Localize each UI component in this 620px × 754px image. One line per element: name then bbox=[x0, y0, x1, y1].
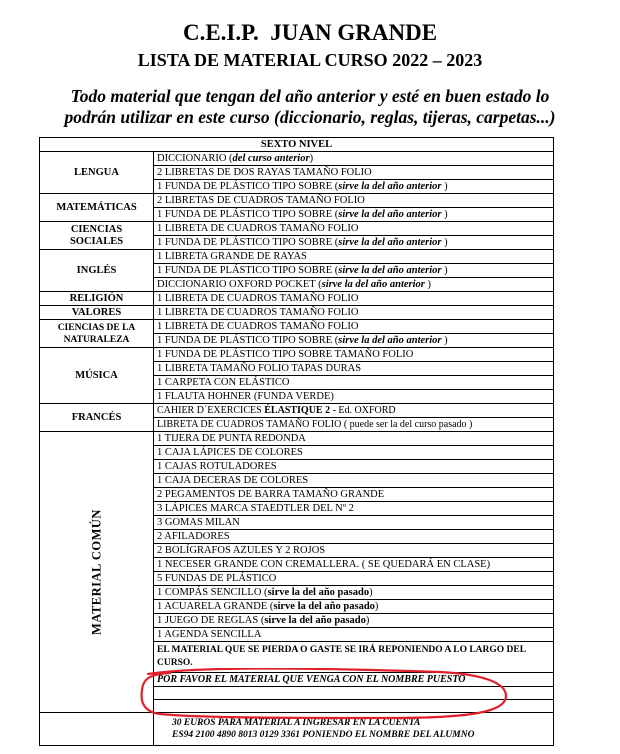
list-item: 1 LIBRETA GRANDE DE RAYAS bbox=[154, 250, 554, 264]
level-heading: SEXTO NIVEL bbox=[40, 138, 554, 152]
subject-material-comun: MATERIAL COMÚN bbox=[40, 432, 154, 713]
table-row bbox=[40, 320, 554, 334]
list-item: 1 JUEGO DE REGLAS (sirve la del año pasado) bbox=[154, 614, 554, 628]
material-table bbox=[39, 137, 554, 746]
list-item: 1 ACUARELA GRANDE (sirve la del año pasado) bbox=[154, 600, 554, 614]
subject-lengua: LENGUA bbox=[40, 152, 154, 194]
intro-line-1: Todo material que tengan del año anterior y esté en buen estado lo bbox=[70, 86, 550, 106]
list-item: 1 FUNDA DE PLÁSTICO TIPO SOBRE (sirve la del año anterior ) bbox=[154, 334, 554, 348]
note-name-on-material: POR FAVOR EL MATERIAL QUE VENGA CON EL NOMBRE PUESTO bbox=[154, 673, 554, 687]
intro-text bbox=[20, 86, 600, 128]
table-row bbox=[40, 152, 554, 166]
table-row bbox=[40, 432, 554, 446]
list-item: DICCIONARIO (del curso anterior) bbox=[154, 152, 554, 166]
table-row bbox=[40, 306, 554, 320]
table-row bbox=[40, 138, 554, 152]
subject-ingles: INGLÉS bbox=[40, 250, 154, 292]
list-item: 1 LIBRETA DE CUADROS TAMAÑO FOLIO bbox=[154, 306, 554, 320]
list-item: 3 LÁPICES MARCA STAEDTLER DEL Nº 2 bbox=[154, 502, 554, 516]
empty-cell bbox=[40, 713, 154, 746]
subject-matematicas: MATEMÁTICAS bbox=[40, 194, 154, 222]
list-item: 1 AGENDA SENCILLA bbox=[154, 628, 554, 642]
list-item: 1 CAJAS ROTULADORES bbox=[154, 460, 554, 474]
list-item: 1 CAJA DECERAS DE COLORES bbox=[154, 474, 554, 488]
intro-line-2: podrán utilizar en este curso (diccionario, reglas, tijeras, carpetas...) bbox=[64, 107, 556, 127]
list-item: 1 CAJA LÁPICES DE COLORES bbox=[154, 446, 554, 460]
list-item: DICCIONARIO OXFORD POCKET (sirve la del año anterior ) bbox=[154, 278, 554, 292]
empty-cell bbox=[154, 687, 554, 700]
subject-religion: RELIGIÓN bbox=[40, 292, 154, 306]
list-item: 2 LIBRETAS DE DOS RAYAS TAMAÑO FOLIO bbox=[154, 166, 554, 180]
list-item: 1 LIBRETA DE CUADROS TAMAÑO FOLIO bbox=[154, 320, 554, 334]
list-item: 1 FUNDA DE PLÁSTICO TIPO SOBRE (sirve la del año anterior ) bbox=[154, 208, 554, 222]
payment-line-2: ES94 2100 4890 8013 0129 3361 PONIENDO EL NOMBRE DEL ALUMNO bbox=[172, 730, 475, 740]
payment-info bbox=[154, 713, 554, 746]
list-item: 2 PEGAMENTOS DE BARRA TAMAÑO GRANDE bbox=[154, 488, 554, 502]
list-item: 3 GOMAS MILAN bbox=[154, 516, 554, 530]
subject-ciencias-sociales: CIENCIAS SOCIALES bbox=[40, 222, 154, 250]
list-item: 1 FUNDA DE PLÁSTICO TIPO SOBRE (sirve la del año anterior ) bbox=[154, 236, 554, 250]
list-item: 2 AFILADORES bbox=[154, 530, 554, 544]
table-row bbox=[40, 250, 554, 264]
list-item: 1 FUNDA DE PLÁSTICO TIPO SOBRE (sirve la del año anterior ) bbox=[154, 180, 554, 194]
payment-line-1: 30 EUROS PARA MATERIAL A INGRESAR EN LA CUENTA bbox=[172, 718, 421, 728]
subject-musica: MÚSICA bbox=[40, 348, 154, 404]
list-item: 5 FUNDAS DE PLÁSTICO bbox=[154, 572, 554, 586]
list-item: 1 LIBRETA DE CUADROS TAMAÑO FOLIO bbox=[154, 292, 554, 306]
list-item: 1 LIBRETA DE CUADROS TAMAÑO FOLIO bbox=[154, 222, 554, 236]
school-title: C.E.I.P. JUAN GRANDE bbox=[182, 20, 438, 45]
empty-cell bbox=[154, 700, 554, 713]
table-row bbox=[40, 348, 554, 362]
table-row bbox=[40, 404, 554, 418]
list-item: CAHIER D´EXERCICES ÉLASTIQUE 2 - Ed. OXFORD bbox=[154, 404, 554, 418]
list-item: 1 CARPETA CON ELÁSTICO bbox=[154, 376, 554, 390]
subject-ciencias-naturaleza: CIENCIAS DE LA NATURALEZA bbox=[40, 320, 154, 348]
table-row bbox=[40, 222, 554, 236]
list-item: 1 COMPÁS SENCILLO (sirve la del año pasado) bbox=[154, 586, 554, 600]
table-row bbox=[40, 194, 554, 208]
list-item: 2 BOLÍGRAFOS AZULES Y 2 ROJOS bbox=[154, 544, 554, 558]
list-item: 1 LIBRETA TAMAÑO FOLIO TAPAS DURAS bbox=[154, 362, 554, 376]
list-item: 1 FLAUTA HOHNER (FUNDA VERDE) bbox=[154, 390, 554, 404]
list-item: 1 FUNDA DE PLÁSTICO TIPO SOBRE (sirve la del año anterior ) bbox=[154, 264, 554, 278]
list-title: LISTA DE MATERIAL CURSO 2022 – 2023 bbox=[137, 50, 483, 70]
list-item: 1 TIJERA DE PUNTA REDONDA bbox=[154, 432, 554, 446]
table-row bbox=[40, 292, 554, 306]
list-item: 2 LIBRETAS DE CUADROS TAMAÑO FOLIO bbox=[154, 194, 554, 208]
list-item: 1 FUNDA DE PLÁSTICO TIPO SOBRE TAMAÑO FOLIO bbox=[154, 348, 554, 362]
subject-valores: VALORES bbox=[40, 306, 154, 320]
list-item: LIBRETA DE CUADROS TAMAÑO FOLIO ( puede ser la del curso pasado ) bbox=[154, 418, 554, 432]
note-material-lost: EL MATERIAL QUE SE PIERDA O GASTE SE IRÁ REPONIENDO A LO LARGO DEL CURSO. bbox=[154, 642, 554, 673]
table-row bbox=[40, 713, 554, 746]
subject-frances: FRANCÉS bbox=[40, 404, 154, 432]
list-item: 1 NECESER GRANDE CON CREMALLERA. ( SE QUEDARÁ EN CLASE) bbox=[154, 558, 554, 572]
